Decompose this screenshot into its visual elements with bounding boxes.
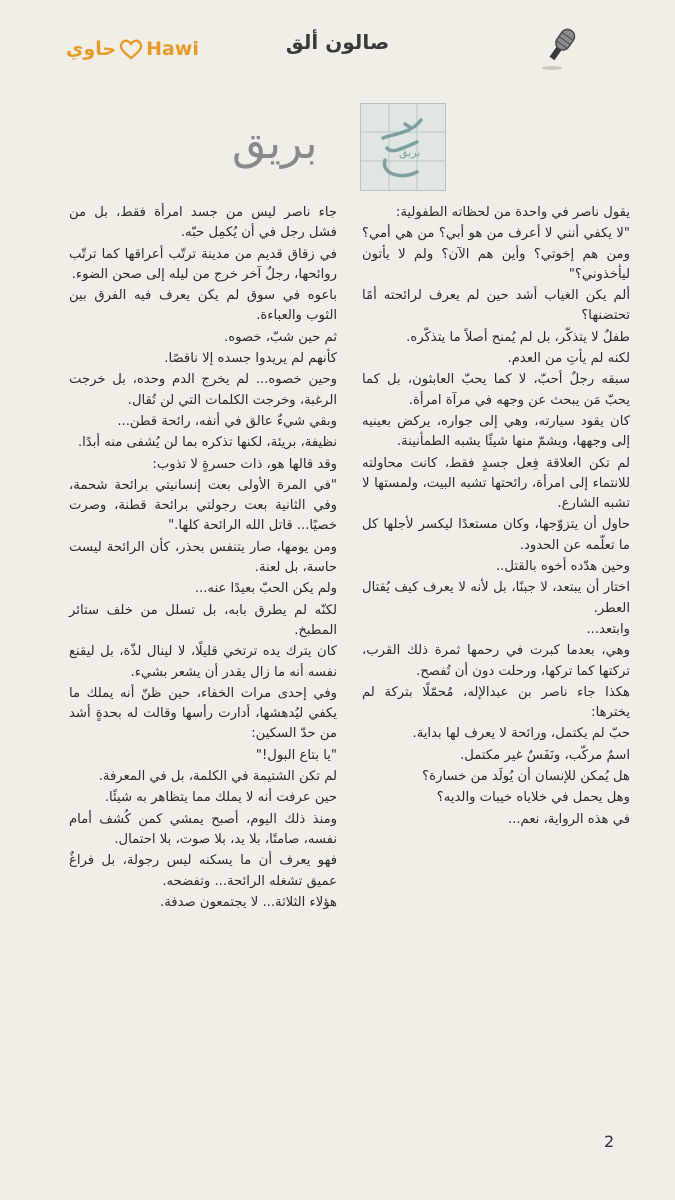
paragraph: كان يقود سيارته، وهي إلى جواره، يركض بعينيه إلى وجهها، ويشمّ منها شيئًا يشبه الطمأنينة. bbox=[362, 413, 630, 450]
paragraph: اختار أن يبتعد، لا جبنًا، بل لأنه لا يعرف كيف يُقتال العطر. bbox=[362, 580, 630, 616]
text-column-left bbox=[69, 203, 337, 914]
article-title: بريق bbox=[232, 118, 318, 169]
microphone-icon bbox=[540, 24, 584, 74]
paragraph: وهل يحمل في خلاياه خيبات والديه؟ bbox=[436, 790, 630, 806]
paragraph: في هذه الرواية، نعم... bbox=[507, 811, 630, 827]
paragraph: حاول أن يتزوّجها، وكان مستعدًا ليكسر لأجلها كل ما تعلّمه عن الحدود. bbox=[362, 517, 630, 553]
paragraph: وفي إحدى مرات الخفاء، حين ظنّ أنه يملك ما يكفي ليُدهشها، أدارت رأسها وقالت له بحدةٍ أشد من حدّ السكين: bbox=[69, 685, 337, 742]
paragraph: "لا يكفي أنني لا أعرف من هو أبي؟ من هي أمي؟ ومن هم إخوتي؟ وأين هم الآن؟ ولم لا يأتون ليأخذوني؟" bbox=[362, 226, 630, 282]
paragraph: كأنهم لم يريدوا جسده إلا ناقصًا. bbox=[164, 351, 337, 367]
text-column-right bbox=[362, 203, 630, 831]
paragraph: ومنذ ذلك اليوم، أصبح يمشي كمن كُشف أمام نفسه، صامتًا، بلا يد، بلا صوت، بلا احتمال. bbox=[69, 811, 337, 847]
paragraph: حين عرفت أنه لا يملك مما يتظاهر به شيئًا. bbox=[104, 790, 337, 806]
paragraph: ولم يكن الحبّ بعيدًا عنه... bbox=[194, 581, 337, 597]
paragraph: باعوه في سوق لم يكن يعرف فيه الفرق بين الثوب والعباءة. bbox=[69, 288, 337, 324]
book-logo bbox=[360, 103, 446, 191]
book-logo-text: بريق bbox=[399, 146, 421, 159]
paragraph: جاء ناصر ليس من جسد امرأة فقط، بل من فشل رجل في أن يُكمِل حبّه. bbox=[69, 205, 337, 241]
paragraph: وقد قالها هو، ذات حسرةٍ لا تذوب: bbox=[152, 456, 337, 472]
paragraph: في زقاق قديم من مدينة ترتّب أعراقها كما ترتّب روائحها، رجلٌ آخر خرج من ليله إلى صحن الضوء. bbox=[69, 246, 337, 282]
paragraph: وهي، بعدما كبرت في رحمها ثمرة ذلك القرب، تركتها كما تركها، ورحلت دون أن تُفصح. bbox=[362, 643, 630, 679]
hawi-arabic: حاوي bbox=[66, 38, 117, 60]
hawi-latin: Hawi bbox=[146, 38, 199, 60]
paragraph: نظيفة، بريئة، لكنها تذكره بما لن يُشفى منه أبدًا. bbox=[77, 435, 337, 451]
paragraph: لم تكن الشتيمة في الكلمة، بل في المعرفة. bbox=[98, 769, 337, 785]
page-header bbox=[0, 0, 675, 95]
paragraph: ثم حين شبّ، خصوه. bbox=[224, 329, 337, 345]
paragraph: لكنّه لم يطرق بابه، بل تسلل من خلف ستائر المطبخ. bbox=[69, 602, 337, 638]
paragraph: وحين هدّده أخوه بالقتل.. bbox=[495, 559, 630, 575]
paragraph: طفلٌ لا يتذكّر، بل لم يُمنح أصلاً ما يتذكّره. bbox=[406, 329, 630, 345]
paragraph: ومن يومها، صار يتنفس بحذر، كأن الرائحة ليست حاسة، بل لعنة. bbox=[69, 539, 337, 576]
paragraph: هكذا جاء ناصر بن عبدالإله، مُحمّلًا بتركة لم يخترها: bbox=[362, 684, 630, 721]
paragraph: وبقي شيءٌ عالق في أنفه، رائحة قطن... bbox=[117, 413, 337, 429]
paragraph: اسمٌ مركّب، ونَفَسٌ غير مكتمل. bbox=[460, 747, 630, 763]
paragraph: هؤلاء الثلاثة... لا يجتمعون صدفة. bbox=[160, 894, 337, 910]
page-number: 2 bbox=[604, 1132, 615, 1151]
paragraph: ألم يكن الغياب أشد حين لم يعرف لرائحته أمًا تحتضنها؟ bbox=[362, 288, 630, 324]
paragraph: هل يُمكن للإنسان أن يُولَد من خسارة؟ bbox=[422, 769, 630, 785]
paragraph: "في المرة الأولى بعت إنسانيتي برائحة شحمة، وفي الثانية بعت رجولتي برائحة قطنة، وصرت خصيًا... قاتل الله الرائحة كلها." bbox=[69, 477, 337, 534]
paragraph: وحين خصوه... لم يخرج الدم وحده، بل خرجت الرغبة، وخرجت الكلمات التي لن تُقال. bbox=[69, 372, 337, 408]
paragraph: لكنه لم يأتِ من العدم. bbox=[507, 351, 630, 367]
paragraph: حبّ لم يكتمل، ورائحة لا يعرف لها بداية. bbox=[412, 726, 630, 742]
paragraph: سبقه رجلٌ أحبّ، لا كما يحبّ العابثون، بل كما يحبّ مَن يبحث عن وجهه في مرآة امرأة. bbox=[362, 372, 630, 408]
paragraph: وابتعد... bbox=[586, 621, 630, 637]
paragraph: يقول ناصر في واحدة من لحظاته الطفولية: bbox=[395, 205, 630, 220]
paragraph: كان يترك يده ترتخي قليلًا، لا لينال لذّة، بل ليقنع نفسه أنه ما زال يقدر أن يشعر بشيء. bbox=[69, 644, 337, 680]
paragraph: فهو يعرف أن ما يسكنه ليس رجولة، بل فراغٌ عميق تشغله الرائحة... وتفضحه. bbox=[69, 853, 337, 889]
paragraph: لم تكن العلاقة فِعل جسدٍ فقط، كانت محاولته للانتماء إلى امرأة، رائحتها تشبه البيت، ولمستها لا تشبه الشارع. bbox=[362, 455, 630, 512]
paragraph: "يا بتاع البول!" bbox=[255, 747, 337, 763]
salon-title: صالون ألق bbox=[285, 30, 390, 54]
